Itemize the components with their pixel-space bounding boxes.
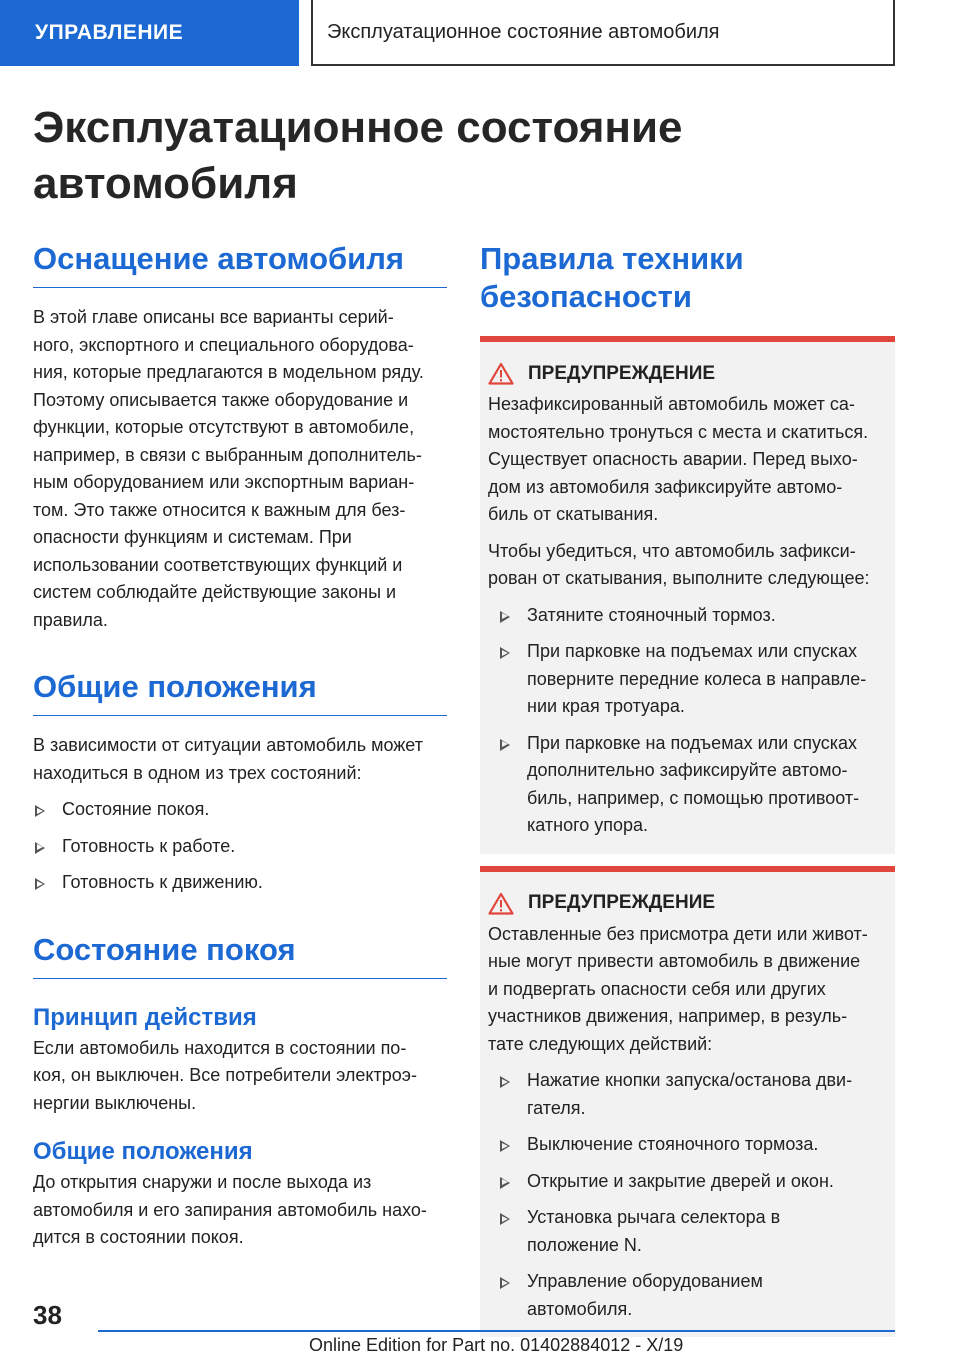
warning1-text-2: Чтобы убедиться, что автомобиль зафикси- рован от скатывания, выполните следующее: — [488, 540, 870, 588]
chapter-header — [311, 0, 895, 66]
state-list — [33, 796, 447, 897]
heading-safety: Правила техники безопасности — [480, 241, 744, 314]
list-item: Управление оборудованием автомобиля. — [498, 1268, 887, 1323]
heading-equipment: Оснащение автомобиля — [33, 240, 447, 288]
bullet-triangle-icon — [500, 611, 510, 623]
principle-text: Если автомобиль находится в состоянии по- коя, он выключен. Все потребители электроэ- нергии выключены. — [33, 1037, 417, 1113]
chapter-label: Эксплуатационное состояние автомобиля — [327, 20, 720, 43]
section-label: УПРАВЛЕНИЕ — [35, 21, 184, 44]
heading-general: Общие положения — [33, 668, 447, 716]
bullet-triangle-icon — [500, 647, 510, 659]
list-item: Готовность к работе. — [33, 833, 447, 861]
section-tab — [0, 0, 299, 66]
warning-title: ПРЕДУПРЕЖДЕНИЕ — [488, 892, 887, 915]
warning-box-2 — [480, 866, 895, 1338]
right-column — [480, 240, 895, 1337]
heading-principle: Принцип действия — [33, 1003, 257, 1031]
warning1-list — [498, 602, 887, 840]
bullet-triangle-icon — [500, 1076, 510, 1088]
list-item: При парковке на подъемах или спусках поверните передние колеса в направле- нии края тротуара. — [498, 638, 887, 721]
list-item: Затяните стояночный тормоз. — [498, 602, 887, 630]
general-rest-text: До открытия снаружи и после выхода из автомобиля и его запирания автомобиль нахо- дится в состоянии покоя. — [33, 1172, 427, 1247]
footer-edition: Online Edition for Part no. 01402884012 - X/19 — [309, 1335, 684, 1355]
list-item: Открытие и закрытие дверей и окон. — [498, 1168, 887, 1196]
bullet-triangle-icon — [500, 1213, 510, 1225]
equipment-text: В этой главе описаны все варианты серий- ного, экспортного и специального оборудова- ния, которые предлагаются в модельном ряду. Поэтому описывается также оборудование и функции, которые отсутствуют в автомобиле, например, в связи с выбранным дополнитель- ным оборудованием или экспортным вариан- том. Это также относится к важным для без- опасности функциям и системам. При использовании соответствующих функций и систем соблюдайте действующие законы и правила. — [33, 307, 424, 630]
list-item: Выключение стояночного тормоза. — [498, 1131, 887, 1159]
bullet-triangle-icon — [35, 842, 45, 854]
list-item: Установка рычага селектора в положение N. — [498, 1204, 887, 1259]
warning1-text: Незафиксированный автомобиль может са- мостоятельно тронуться с места и скатиться. Существует опасность аварии. Перед выхо- дом из автомобиля зафиксируйте автомо- биль от скатывания. — [488, 394, 869, 524]
bullet-triangle-icon — [500, 1140, 510, 1152]
warning2-list — [498, 1067, 887, 1323]
warning-triangle-icon — [488, 892, 514, 915]
left-column — [33, 240, 447, 1252]
page-title: Эксплуатационное состояние автомобиля — [33, 103, 683, 208]
bullet-triangle-icon — [500, 1277, 510, 1289]
list-item: Состояние покоя. — [33, 796, 447, 824]
heading-rest-state: Состояние покоя — [33, 931, 447, 979]
list-item: Нажатие кнопки запуска/останова дви- гателя. — [498, 1067, 887, 1122]
list-item: При парковке на подъемах или спусках дополнительно зафиксируйте автомо- биль, например, с помощью противоот- катного упора. — [498, 730, 887, 840]
bullet-triangle-icon — [500, 1177, 510, 1189]
heading-general-rest: Общие положения — [33, 1138, 253, 1165]
bullet-triangle-icon — [35, 805, 45, 817]
bullet-triangle-icon — [500, 739, 510, 751]
warning2-text: Оставленные без присмотра дети или живот- ные могут привести автомобиль в движение и подвергать опасности себя или других участников движения, например, в резуль- тате следующих действий: — [488, 923, 868, 1054]
bullet-triangle-icon — [35, 878, 45, 890]
warning-title: ПРЕДУПРЕЖДЕНИЕ — [488, 362, 887, 385]
page-number: 38 — [33, 1300, 62, 1330]
warning-box-1 — [480, 336, 895, 854]
warning-triangle-icon — [488, 362, 514, 385]
footer-divider — [98, 1330, 895, 1332]
list-item: Готовность к движению. — [33, 869, 447, 897]
general-text: В зависимости от ситуации автомобиль может находиться в одном из трех состояний: — [33, 735, 423, 783]
